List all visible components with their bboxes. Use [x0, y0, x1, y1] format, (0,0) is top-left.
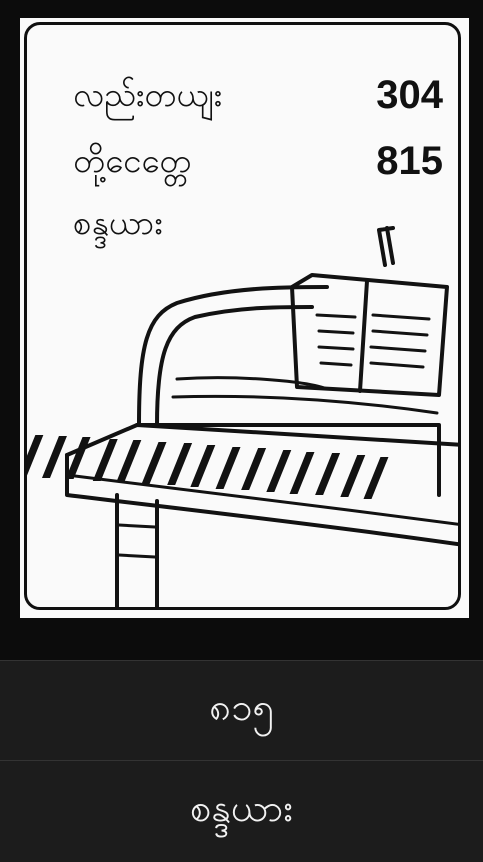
flashcard-image[interactable]: [20, 18, 469, 618]
card-name-label: စန္ဒယား: [73, 203, 163, 242]
stat-label-2: တို့ငေတ္တေ: [73, 141, 192, 180]
answer-word-panel[interactable]: [0, 761, 483, 862]
stat-label-1: လည်းတယျး: [73, 75, 222, 114]
piano-keys: [27, 431, 388, 499]
piano-illustration: [27, 25, 461, 610]
stat-value-2: 815: [376, 139, 443, 183]
answer-number-panel[interactable]: [0, 661, 483, 760]
piano-back-inner: [157, 307, 312, 425]
stat-value-1: 304: [376, 73, 443, 117]
answer-word-text: စန္ဒယား: [189, 785, 294, 830]
piano-leg: [117, 495, 157, 610]
flashcard-frame: [24, 22, 461, 610]
answer-number-text: ၈၁၅: [209, 684, 274, 729]
stand-mark: [379, 228, 393, 265]
